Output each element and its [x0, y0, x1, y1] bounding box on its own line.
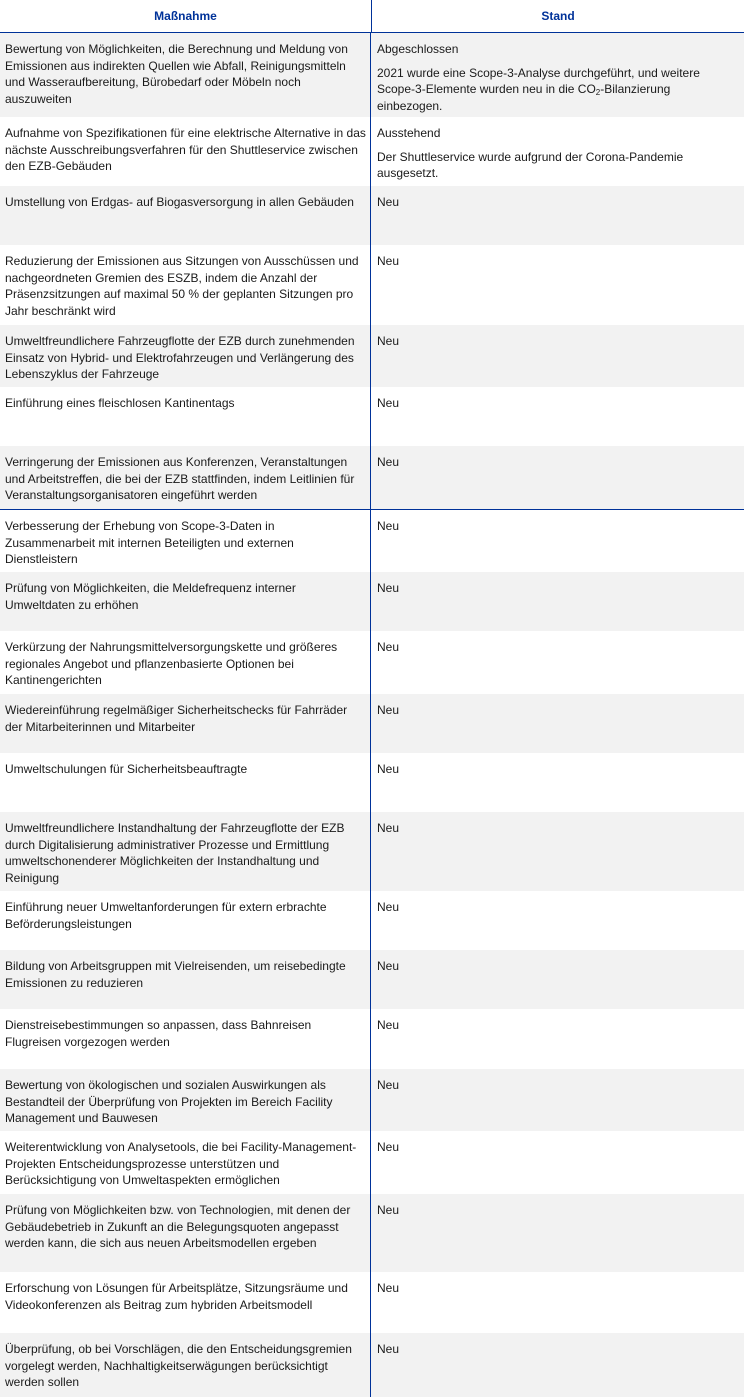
measure-cell: Einführung neuer Umweltanforderungen für extern erbrachte Beförderungsleistungen	[0, 891, 371, 950]
status-cell: Neu	[377, 254, 400, 268]
table-row	[0, 117, 744, 186]
table-row	[0, 1069, 744, 1131]
table-row	[0, 1131, 744, 1194]
status-cell: Neu	[377, 396, 400, 410]
status-note: Der Shuttleservice wurde aufgrund der Corona-Pandemie ausgesetzt.	[377, 149, 684, 180]
table-row	[0, 1272, 744, 1333]
status-cell: Neu	[377, 1078, 400, 1092]
status-cell: Neu	[377, 1018, 400, 1032]
measure-cell: Umstellung von Erdgas- auf Biogasversorgung in allen Gebäuden	[0, 186, 371, 245]
measure-cell: Erforschung von Lösungen für Arbeitsplätze, Sitzungsräume und Videokonferenzen als Beitrag zum hybriden Arbeitsmodell	[0, 1272, 371, 1333]
table-row	[0, 891, 744, 950]
measure-cell: Wiedereinführung regelmäßiger Sicherheitschecks für Fahrräder der Mitarbeiterinnen und Mitarbeiter	[0, 694, 371, 753]
table-row	[0, 186, 744, 245]
measure-cell: Weiterentwicklung von Analysetools, die bei Facility-Management-Projekten Entscheidungsprozesse unterstützen und Berücksichtigung von Umweltaspekten ermöglichen	[0, 1131, 371, 1194]
measure-cell: Bewertung von Möglichkeiten, die Berechnung und Meldung von Emissionen aus indirekten Quellen wie Abfall, Reinigungsmitteln und Wasseraufbereitung, Bürobedarf oder Möbeln noch auszuweiten	[0, 33, 371, 117]
status-cell: Neu	[377, 1140, 400, 1154]
measure-cell: Bildung von Arbeitsgruppen mit Vielreisenden, um reisebedingte Emissionen zu reduzieren	[0, 950, 371, 1009]
measure-cell: Einführung eines fleischlosen Kantinentags	[0, 387, 371, 446]
measure-cell: Überprüfung, ob bei Vorschlägen, die den Entscheidungsgremien vorgelegt werden, Nachhaltigkeitserwägungen berücksichtigt werden sollen	[0, 1333, 371, 1397]
table-row	[0, 694, 744, 753]
table-row	[0, 753, 744, 812]
table-row	[0, 950, 744, 1009]
table-row	[0, 387, 744, 446]
table-row	[0, 1333, 744, 1397]
table-row	[0, 572, 744, 631]
status-cell: Neu	[377, 1281, 400, 1295]
measure-cell: Reduzierung der Emissionen aus Sitzungen von Ausschüssen und nachgeordneten Gremien des ESZB, indem die Anzahl der Präsenzsitzungen auf maximal 50 % der geplanten Sitzungen pro Jahr beschränkt wird	[0, 245, 371, 325]
measure-cell: Verbesserung der Erhebung von Scope-3-Daten in Zusammenarbeit mit internen Beteiligten und externen Dienstleistern	[0, 510, 371, 572]
status-cell	[371, 33, 744, 117]
measure-cell: Aufnahme von Spezifikationen für eine elektrische Alternative in das nächste Ausschreibungsverfahren für den Shuttleservice zwischen den EZB-Gebäuden	[0, 117, 371, 186]
measure-cell: Prüfung von Möglichkeiten, die Meldefrequenz interner Umweltdaten zu erhöhen	[0, 572, 371, 631]
status-label: Abgeschlossen	[377, 42, 459, 56]
measure-cell: Prüfung von Möglichkeiten bzw. von Technologien, mit denen der Gebäudebetrieb in Zukunft an die Belegungsquoten angepasst werden kann, die sich aus neuen Arbeitsmodellen ergeben	[0, 1194, 371, 1272]
status-cell: Neu	[377, 519, 400, 533]
measure-cell: Umweltschulungen für Sicherheitsbeauftragte	[0, 753, 371, 812]
status-cell: Neu	[377, 1203, 400, 1217]
table-row	[0, 33, 744, 117]
measure-cell: Dienstreisebestimmungen so anpassen, dass Bahnreisen Flugreisen vorgezogen werden	[0, 1009, 371, 1069]
table-row	[0, 631, 744, 694]
measure-cell: Bewertung von ökologischen und sozialen Auswirkungen als Bestandteil der Überprüfung von Projekten im Bereich Facility Management und Bauwesen	[0, 1069, 371, 1131]
table-row	[0, 245, 744, 325]
status-cell: Neu	[377, 455, 400, 469]
status-cell: Neu	[377, 334, 400, 348]
table-row	[0, 812, 744, 891]
status-cell: Neu	[377, 640, 400, 654]
table-row	[0, 1009, 744, 1069]
table-row	[0, 325, 744, 387]
status-cell	[371, 117, 744, 186]
measure-cell: Verkürzung der Nahrungsmittelversorgungskette und größeres regionales Angebot und pflanzenbasierte Optionen bei Kantinengerichten	[0, 631, 371, 694]
column-header-status: Stand	[541, 9, 575, 23]
status-cell: Neu	[377, 762, 400, 776]
table-row	[0, 509, 744, 572]
status-cell: Neu	[377, 703, 400, 717]
status-cell: Neu	[377, 959, 400, 973]
status-cell: Neu	[377, 821, 400, 835]
measure-cell: Umweltfreundlichere Fahrzeugflotte der EZB durch zunehmenden Einsatz von Hybrid- und Elektrofahrzeugen und Verlängerung des Lebenszyklus der Fahrzeuge	[0, 325, 371, 387]
status-note: 2021 wurde eine Scope-3-Analyse durchgeführt, und weitere Scope-3-Elemente wurden neu in die $CO_2$-Bilanzierung einbezogen.	[377, 65, 700, 113]
status-cell: Neu	[377, 900, 400, 914]
column-header-measure: Maßnahme	[0, 0, 372, 32]
measure-cell: Verringerung der Emissionen aus Konferenzen, Veranstaltungen und Arbeitstreffen, die bei der EZB stattfinden, indem Leitlinien für Veranstaltungsorganisatoren eingeführt werden	[0, 446, 371, 509]
status-label: Ausstehend	[377, 126, 441, 140]
status-cell: Neu	[377, 581, 400, 595]
status-cell: Neu	[377, 1342, 400, 1356]
table-header	[0, 0, 744, 33]
status-cell: Neu	[377, 195, 400, 209]
table-row	[0, 1194, 744, 1272]
measure-cell: Umweltfreundlichere Instandhaltung der Fahrzeugflotte der EZB durch Digitalisierung administrativer Prozesse und Ermittlung umweltschonenderer Möglichkeiten der Instandhaltung und Reinigung	[0, 812, 371, 891]
table-row	[0, 446, 744, 509]
